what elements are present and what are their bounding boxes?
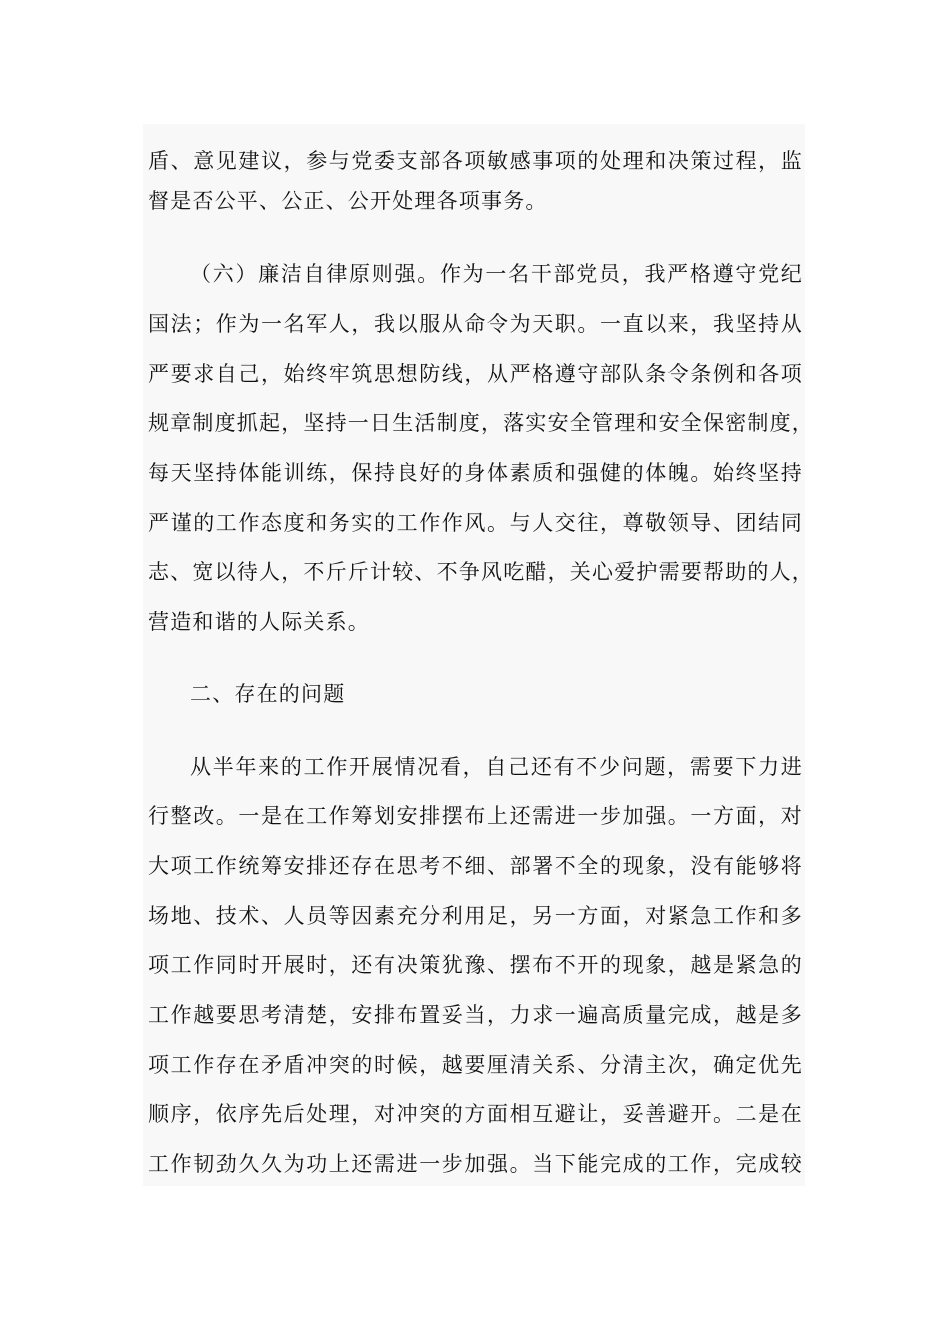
paragraph-line: 规章制度抓起，坚持一日生活制度，落实安全管理和安全保密制度，	[148, 411, 814, 435]
paragraph-line: 大项工作统筹安排还存在思考不细、部署不全的现象，没有能够将	[148, 854, 803, 878]
paragraph-line: 项工作存在矛盾冲突的时候，越要厘清关系、分清主次，确定优先	[148, 1053, 803, 1077]
paragraph-line: 督是否公平、公正、公开处理各项事务。	[148, 189, 548, 213]
paragraph-line: 行整改。一是在工作筹划安排摆布上还需进一步加强。一方面，对	[148, 804, 803, 828]
paragraph-line: 严要求自己，始终牢筑思想防线，从严格遵守部队条令条例和各项	[148, 362, 803, 386]
paragraph-line: 国法；作为一名军人，我以服从命令为天职。一直以来，我坚持从	[148, 312, 803, 336]
paragraph-line: 场地、技术、人员等因素充分利用足，另一方面，对紧急工作和多	[148, 904, 803, 928]
paragraph-line: （六）廉洁自律原则强。作为一名干部党员，我严格遵守党纪	[190, 262, 803, 286]
section-heading: 二、存在的问题	[190, 682, 346, 706]
paragraph-line: 盾、意见建议，参与党委支部各项敏感事项的处理和决策过程，监	[148, 149, 803, 173]
paragraph-line: 项工作同时开展时，还有决策犹豫、摆布不开的现象，越是紧急的	[148, 953, 803, 977]
document-page	[143, 124, 814, 1186]
paragraph-line: 工作越要思考清楚，安排布置妥当，力求一遍高质量完成，越是多	[148, 1003, 803, 1027]
paragraph-line: 顺序，依序先后处理，对冲突的方面相互避让，妥善避开。二是在	[148, 1102, 803, 1126]
paragraph-line: 每天坚持体能训练，保持良好的身体素质和强健的体魄。始终坚持	[148, 461, 803, 485]
paragraph-line: 营造和谐的人际关系。	[148, 610, 370, 634]
paragraph-line: 从半年来的工作开展情况看，自己还有不少问题，需要下力进	[190, 755, 803, 779]
paragraph-line: 严谨的工作态度和务实的工作作风。与人交往，尊敬领导、团结同	[148, 511, 803, 535]
paragraph-line: 工作韧劲久久为功上还需进一步加强。当下能完成的工作，完成较	[148, 1152, 803, 1176]
paragraph-line: 志、宽以待人，不斤斤计较、不争风吃醋，关心爱护需要帮助的人，	[148, 560, 814, 584]
